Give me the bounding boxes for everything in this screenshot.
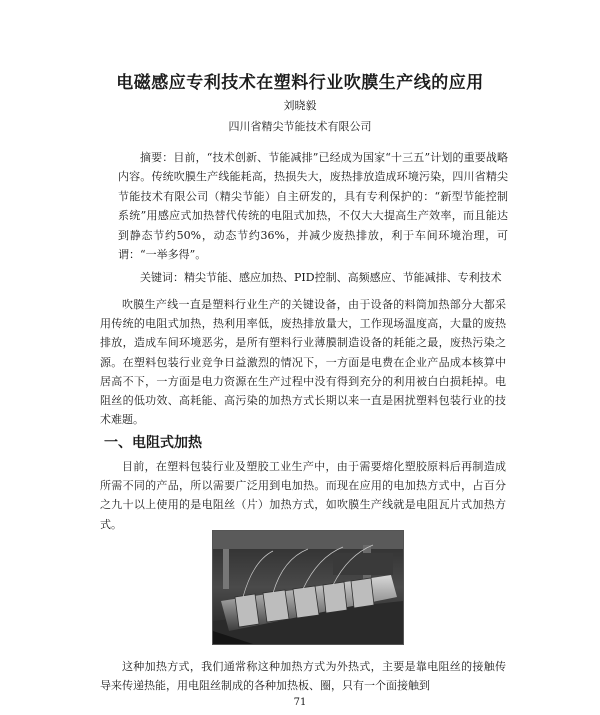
body-paragraph-1: 吹膜生产线一直是塑料行业生产的关键设备，由于设备的料筒加热部分大都采用传统的电阻式加热，热利用率低，废热排放量大，工作现场温度高，大量的废热排放，造成车间环境恶劣，是所有塑料行业薄膜制造设备的耗能之最，废热污染之源。在塑料包装行业竞争日益激烈的情况下，一方面是电费在企业产品成本核算中居高不下，一方面是电力资源在生产过程中没有得到充分的利用被白白损耗掉。电阻丝的低功效、高耗能、高污染的加热方式长期以来一直是困扰塑料包装行业的技术难题。 bbox=[100, 298, 506, 427]
section-heading: 一、电阻式加热 bbox=[104, 435, 202, 451]
abstract: 摘要：目前，“技术创新、节能减排”已经成为国家“十三五”计划的重要战略内容。传统吹膜生产线能耗高，热损失大，废热排放造成环境污染，四川省精尖节能技术有限公司（精尖节能）自主研发的，具有专利保护的：“新型节能控制系统”用感应式加热替代传统的电阻式加热，不仅大大提高生产效率，而且能达到静态节约50%，动态节约36%，并减少废热排放，利于车间环境治理，可谓：“一举多得”。 bbox=[118, 151, 508, 262]
keywords: 关键词：精尖节能、感应加热、PID控制、高频感应、节能减排、专利技术 bbox=[140, 271, 502, 284]
machine-photo-icon bbox=[213, 531, 403, 644]
author-affiliation: 四川省精尖节能技术有限公司 bbox=[228, 120, 372, 133]
machine-photo bbox=[212, 530, 404, 645]
body-paragraph-2: 目前，在塑料包装行业及塑胶工业生产中，由于需要熔化塑胶原料后再制造成所需不同的产品，所以需要广泛用到电加热。而现在应用的电加热方式中，占百分之九十以上使用的是电阻丝（片）加热方式，如吹膜生产线就是电阻瓦片式加热方式。 bbox=[100, 460, 506, 531]
page-number: 71 bbox=[293, 697, 307, 708]
paper-title: 电磁感应专利技术在塑料行业吹膜生产线的应用 bbox=[116, 73, 484, 93]
author-name: 刘晓毅 bbox=[283, 99, 317, 112]
body-paragraph-3: 这种加热方式，我们通常称这种加热方式为外热式，主要是靠电阻丝的接触传导来传递热能，用电阻丝制成的各种加热板、圈，只有一个面接触到 bbox=[100, 660, 506, 693]
